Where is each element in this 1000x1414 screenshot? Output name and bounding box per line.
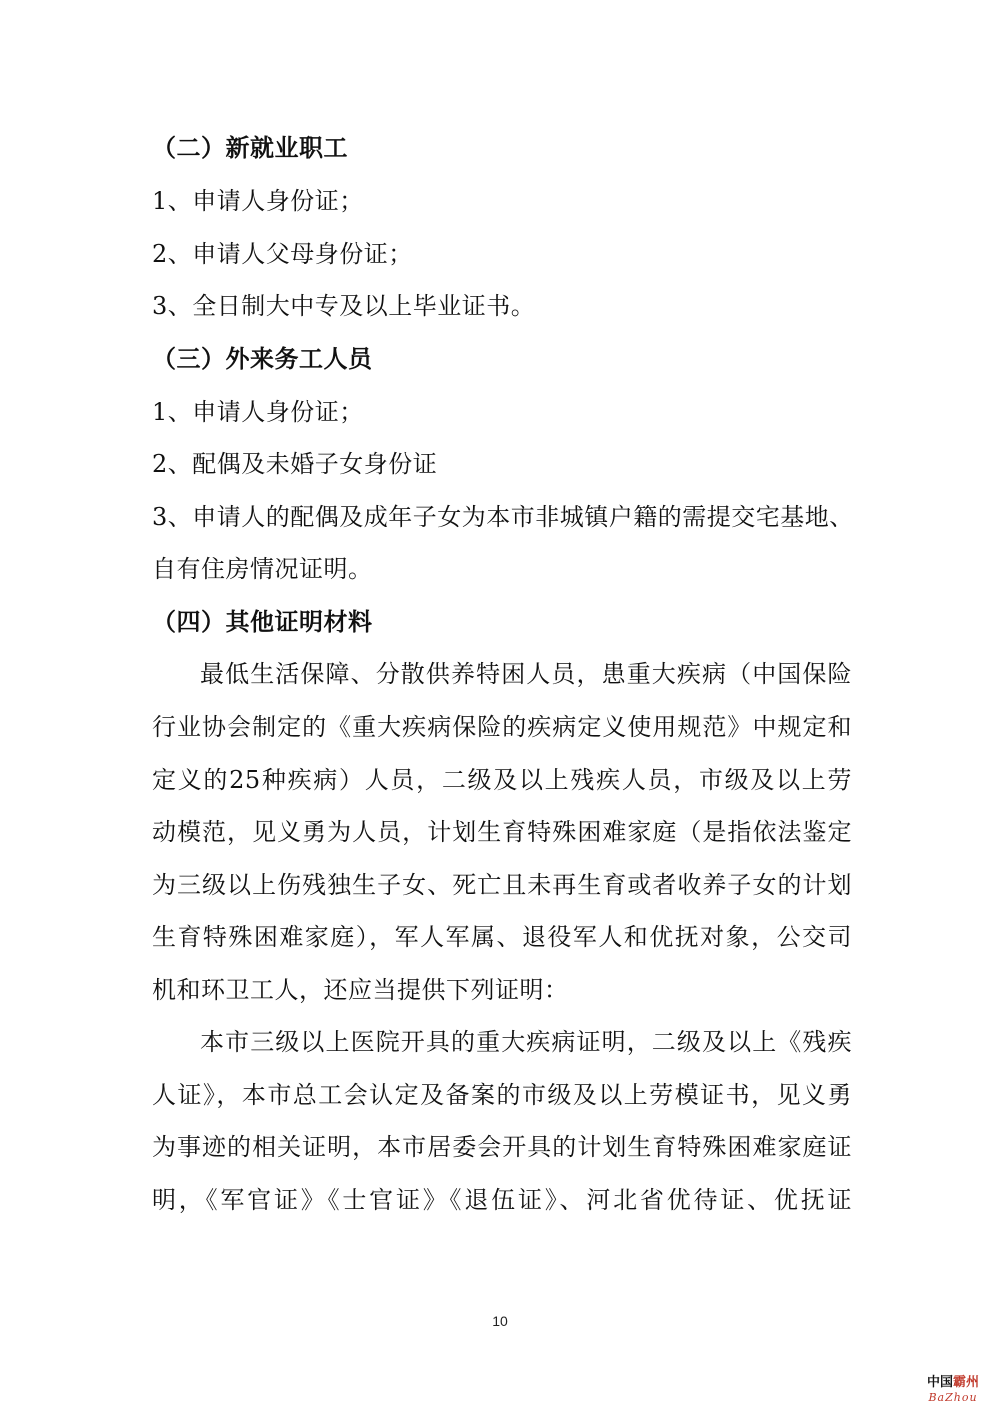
watermark-title (918, 1375, 988, 1391)
paragraph-line: 动模范，见义勇为人员，计划生育特殊困难家庭（是指依法鉴定 (152, 818, 852, 846)
paragraph-line: 明，《军官证》《士官证》《退伍证》、河北省优待证、优抚证 (152, 1186, 852, 1214)
page-number: 10 (492, 1313, 508, 1329)
paragraph-line: 本市三级以上医院开具的重大疾病证明，二级及以上《残疾 (200, 1028, 852, 1056)
section-heading-migrant-workers: （三）外来务工人员 (152, 345, 373, 373)
list-item: 1、申请人身份证； (152, 187, 364, 215)
paragraph-line: 生育特殊困难家庭），军人军属、退役军人和优抚对象，公交司 (152, 923, 852, 951)
paragraph-line: 机和环卫工人，还应当提供下列证明： (152, 976, 569, 1004)
list-item: 2、配偶及未婚子女身份证 (152, 450, 438, 478)
list-item: 1、申请人身份证； (152, 398, 364, 426)
list-item: 3、全日制大中专及以上毕业证书。 (152, 292, 536, 320)
list-item: 2、申请人父母身份证； (152, 240, 413, 268)
paragraph-line: 行业协会制定的《重大疾病保险的疾病定义使用规范》中规定和 (152, 713, 852, 741)
paragraph-line: 为三级以上伤残独生子女、死亡且未再生育或者收养子女的计划 (152, 871, 852, 899)
list-item: 3、申请人的配偶及成年子女为本市非城镇户籍的需提交宅基地、 (152, 503, 854, 531)
section-heading-new-employees: （二）新就业职工 (152, 134, 348, 162)
watermark-logo (918, 1375, 988, 1404)
paragraph-line: 为事迹的相关证明，本市居委会开具的计划生育特殊困难家庭证 (152, 1133, 852, 1161)
watermark-subtitle: BaZhou (928, 1391, 978, 1404)
paragraph-line: 最低生活保障、分散供养特困人员，患重大疾病（中国保险 (200, 660, 852, 688)
watermark-title-plain: 中国 (926, 1375, 953, 1390)
section-heading-other-documents: （四）其他证明材料 (152, 608, 373, 636)
paragraph-line: 定义的25种疾病）人员，二级及以上残疾人员，市级及以上劳 (152, 766, 852, 794)
paragraph-line: 人证》，本市总工会认定及备案的市级及以上劳模证书，见义勇 (152, 1081, 852, 1109)
list-item-continuation: 自有住房情况证明。 (152, 555, 373, 583)
watermark-title-accent: 霸州 (953, 1375, 980, 1390)
